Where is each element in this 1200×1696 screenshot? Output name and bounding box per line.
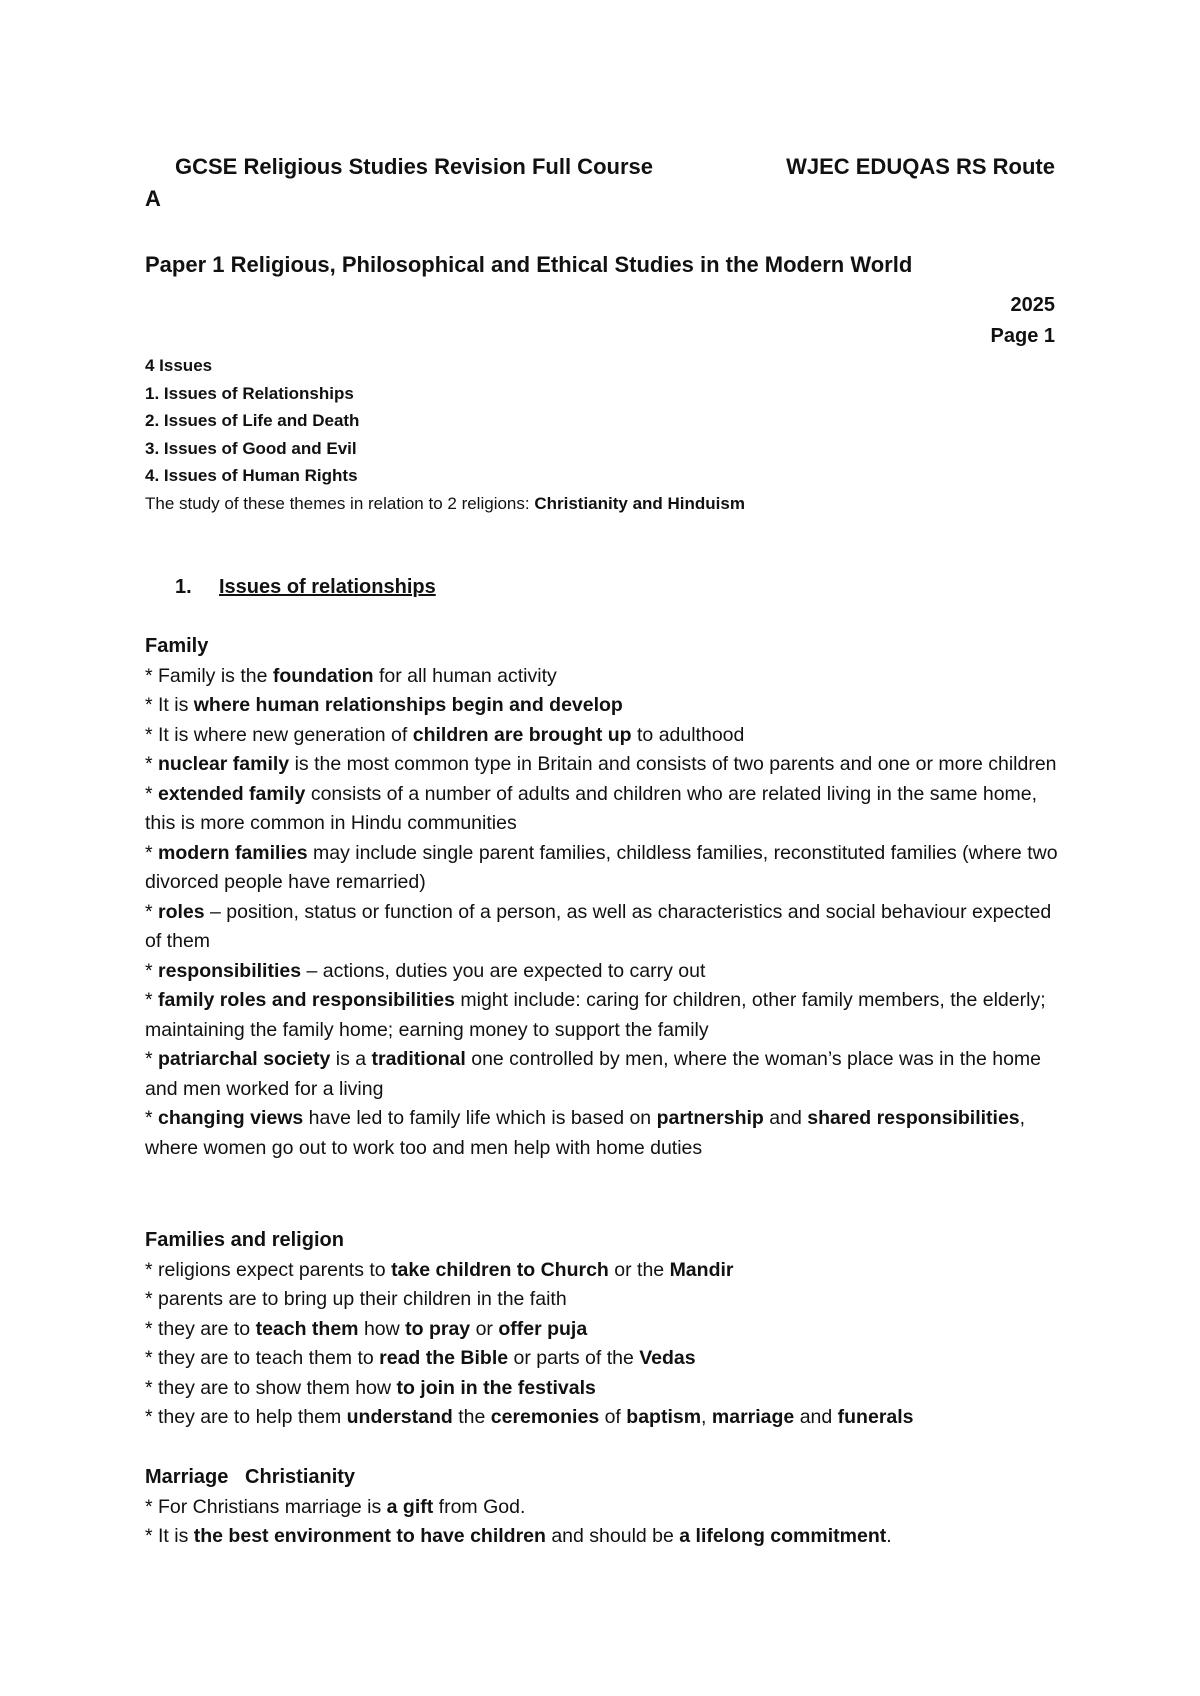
bullet: * changing views have led to family life which is based on partnership and shared responsibilities, where women go out to work too and men help with home duties	[145, 1107, 1026, 1159]
family-heading: Family	[145, 635, 209, 657]
bullet: * It is where new generation of children are brought up to adulthood	[145, 723, 745, 746]
bullet: * family roles and responsibilities might include: caring for children, other family members, the elderly; maintaining the family home; earning money to support the family	[145, 989, 1046, 1041]
page-number: Page 1	[990, 325, 1055, 347]
section-title: Issues of relationships	[219, 576, 436, 598]
bullet: * they are to show them how to join in the festivals	[145, 1376, 596, 1399]
issues-list	[145, 352, 1055, 517]
bullet: * roles – position, status or function of a person, as well as characteristics and social behaviour expected of them	[145, 900, 1052, 952]
bullet: * they are to teach them to read the Bible or parts of the Vedas	[145, 1347, 696, 1369]
bullet: * extended family consists of a number of adults and children who are related living in the same home, this is more common in Hindu communities	[145, 782, 1038, 834]
bullet: * patriarchal society is a traditional one controlled by men, where the woman’s place was in the home and men worked for a living	[145, 1048, 1042, 1100]
issue-item: 3. Issues of Good and Evil	[145, 438, 357, 458]
year-label: 2025	[1010, 294, 1055, 316]
bullet: * For Christians marriage is a gift from God.	[145, 1495, 526, 1518]
bullet: * It is the best environment to have children and should be a lifelong commitment.	[145, 1525, 892, 1547]
bullet: * responsibilities – actions, duties you are expected to carry out	[145, 959, 706, 982]
section-number: 1.	[175, 576, 192, 598]
section-heading	[175, 576, 436, 599]
study-line	[145, 490, 1055, 518]
families-religion-section	[145, 1226, 1060, 1433]
bullet: * nuclear family is the most common type in Britain and consists of two parents and one or more children	[145, 753, 1057, 775]
religion-heading: Families and religion	[145, 1229, 344, 1251]
issue-item: 1. Issues of Relationships	[145, 383, 354, 403]
exam-board-route: WJEC EDUQAS RS Route	[786, 154, 1055, 179]
issues-heading: 4 Issues	[145, 356, 213, 375]
paper-title: Paper 1 Religious, Philosophical and Ethical Studies in the Modern World	[145, 252, 913, 277]
marriage-heading: Marriage Christianity	[145, 1466, 356, 1488]
marriage-christianity-section	[145, 1463, 1060, 1552]
bullet: * It is where human relationships begin and develop	[145, 694, 623, 716]
course-title: GCSE Religious Studies Revision Full Course	[175, 154, 653, 179]
bullet: * Family is the foundation for all human activity	[145, 664, 557, 687]
issue-item: 2. Issues of Life and Death	[145, 411, 360, 430]
bullet: * they are to teach them how to pray or offer puja	[145, 1317, 588, 1340]
route-letter: A	[145, 186, 161, 211]
issue-item: 4. Issues of Human Rights	[145, 466, 358, 485]
study-text: The study of these themes in relation to 2 religions:	[145, 493, 535, 513]
study-religions: Christianity and Hinduism	[534, 493, 745, 513]
family-section	[145, 632, 1060, 1163]
bullet: * parents are to bring up their children in the faith	[145, 1288, 567, 1310]
bullet: * religions expect parents to take children to Church or the Mandir	[145, 1258, 734, 1281]
bullet: * they are to help them understand the ceremonies of baptism, marriage and funerals	[145, 1406, 914, 1428]
bullet: * modern families may include single parent families, childless families, reconstituted families (where two divorced people have remarried)	[145, 841, 1058, 893]
